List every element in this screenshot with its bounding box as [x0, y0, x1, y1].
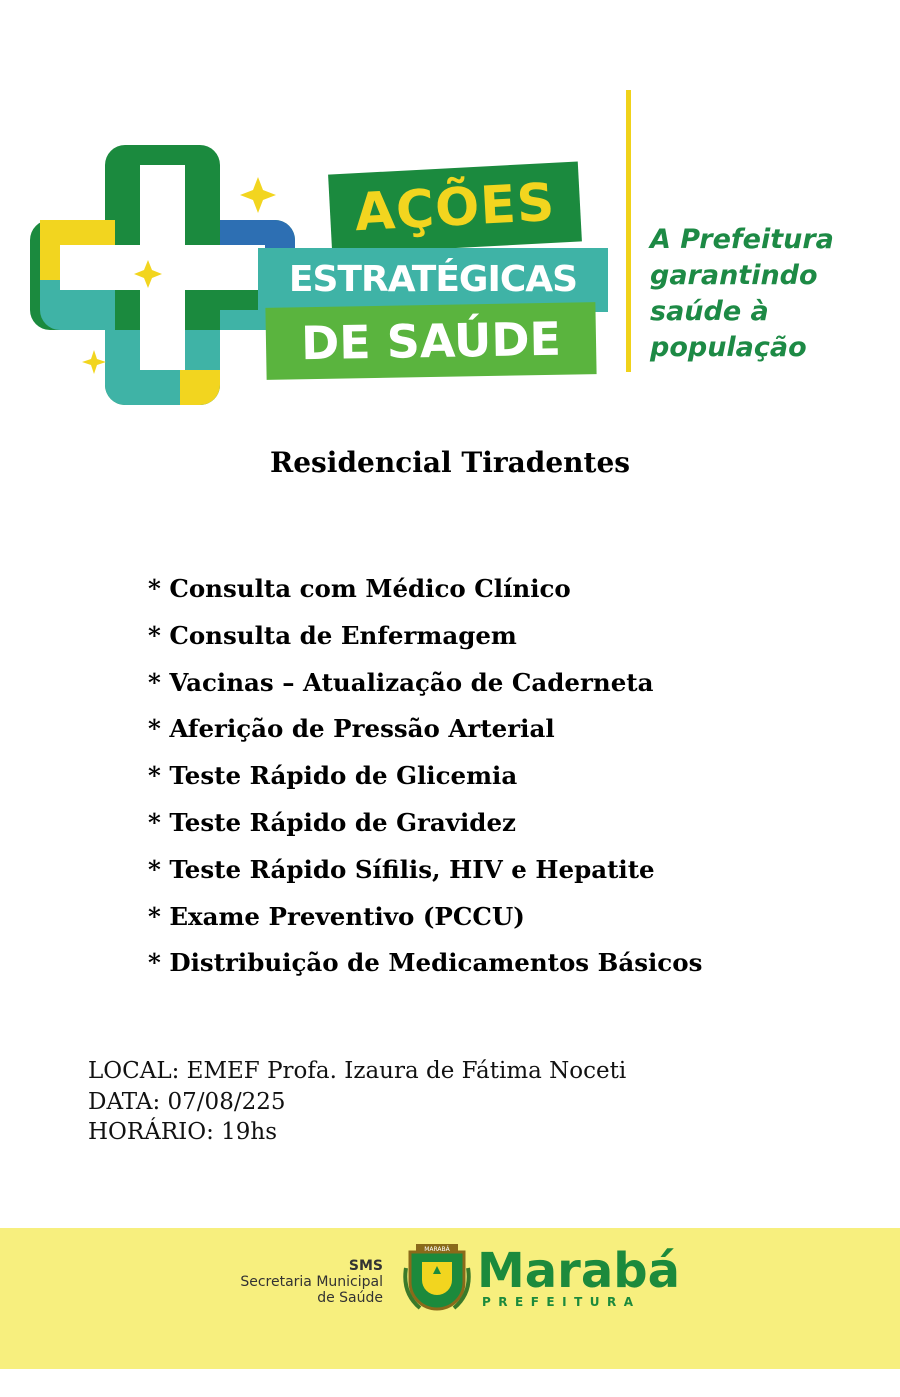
logo-title-acoes: AÇÕES [328, 162, 582, 255]
service-item: * Teste Rápido de Gravidez [148, 807, 516, 837]
service-item: * Vacinas – Atualização de Caderneta [148, 667, 654, 697]
info-time: HORÁRIO: 19hs [88, 1119, 278, 1145]
sms-abbr: SMS [348, 1258, 383, 1274]
campaign-header [0, 0, 900, 430]
city-subtitle: PREFEITURA [482, 1295, 641, 1309]
place-title: Residencial Tiradentes [269, 446, 631, 479]
service-item: * Teste Rápido Sífilis, HIV e Hepatite [148, 854, 655, 884]
info-date: DATA: 07/08/225 [88, 1088, 286, 1115]
city-crest-icon [402, 1238, 472, 1318]
event-info [88, 1056, 626, 1148]
service-item: * Consulta de Enfermagem [148, 620, 517, 650]
slogan-line: saúde à [650, 296, 769, 327]
service-item: * Distribuição de Medicamentos Básicos [148, 948, 703, 978]
footer [0, 1228, 900, 1369]
slogan-line: garantindo [650, 260, 818, 291]
slogan [650, 222, 890, 366]
slogan-line: A Prefeitura [650, 224, 834, 255]
logo-title-de-saude: DE SAÚDE [265, 302, 596, 380]
service-item: * Consulta com Médico Clínico [148, 574, 571, 603]
header-divider [626, 90, 631, 372]
services-list [148, 566, 702, 987]
slogan-line: população [650, 332, 807, 363]
sms-name-line: de Saúde [317, 1290, 383, 1306]
sms-name-line: Secretaria Municipal [240, 1274, 383, 1290]
sms-logo [200, 1258, 383, 1306]
service-item: * Teste Rápido de Glicemia [148, 761, 518, 791]
service-item: * Exame Preventivo (PCCU) [148, 901, 525, 931]
city-name: Marabá [477, 1243, 680, 1299]
crest-banner: MARABÁ [424, 1246, 450, 1253]
service-item: * Aferição de Pressão Arterial [148, 714, 555, 744]
logo-title-estrategicas: ESTRATÉGICAS [258, 248, 608, 312]
info-local: LOCAL: EMEF Profa. Izaura de Fátima Noceti [88, 1058, 627, 1084]
